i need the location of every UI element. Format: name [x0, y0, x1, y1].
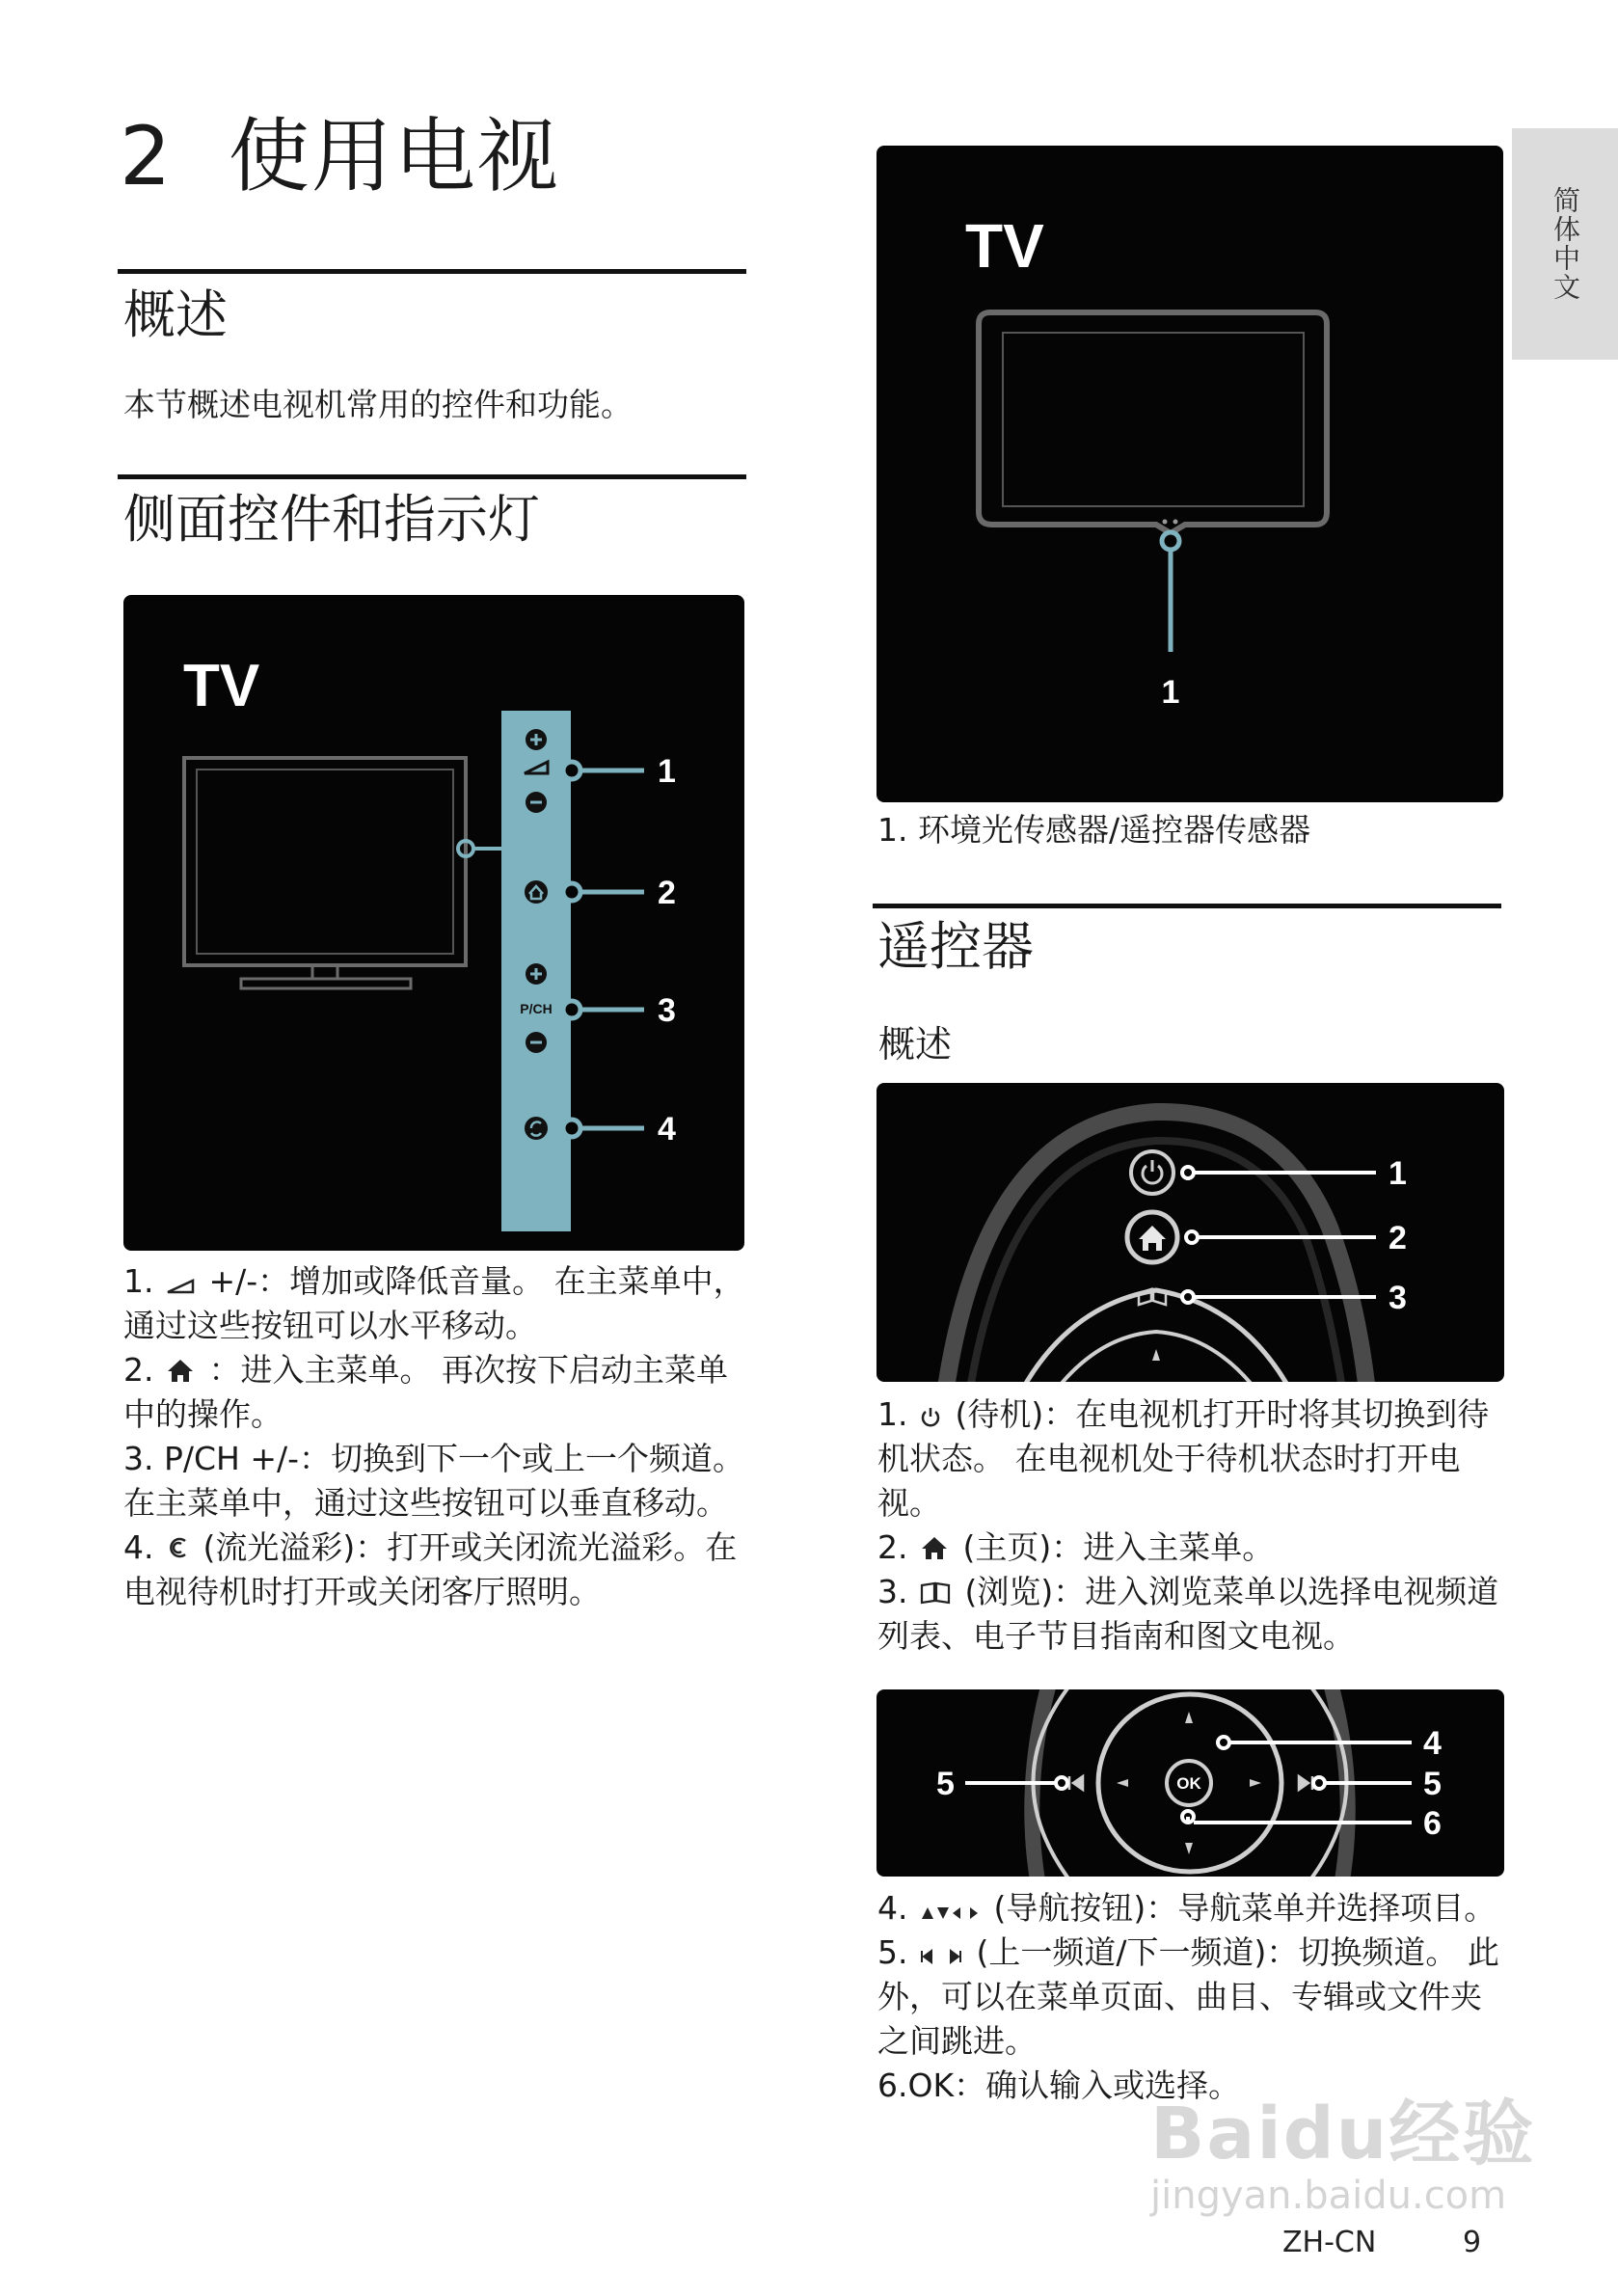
pch-label: P/CH: [520, 1001, 553, 1016]
next-channel-icon: [1299, 1776, 1312, 1790]
list-item: 1. (待机)：在电视机打开时将其切换到待机状态。 在电视机处于待机状态时打开电视。: [877, 1395, 1490, 1522]
home-icon: [525, 880, 548, 904]
tv-label: TV: [965, 211, 1044, 281]
callout-number: 4: [1423, 1725, 1442, 1762]
watermark-logo: Baidu经验: [1150, 2093, 1536, 2175]
chapter-title: [120, 109, 560, 203]
list-item: 3. P/CH +/-：切换到下一个或上一个频道。在主菜单中，通过这些按钮可以垂直移动。: [123, 1440, 745, 1522]
callout-number: 1: [658, 753, 676, 790]
list-item: 2. ：进入主菜单。 再次按下启动主菜单中的操作。: [123, 1351, 728, 1433]
ok-label: OK: [1176, 1774, 1201, 1793]
section-rule: [118, 269, 746, 274]
home-icon: [920, 1535, 949, 1560]
remote-top-figure: [876, 1083, 1504, 1382]
watermark: [1150, 2077, 1535, 2218]
remote-subheading: 概述: [878, 1023, 953, 1066]
volume-icon: [166, 1277, 195, 1294]
ambilight-icon: [166, 1535, 189, 1560]
nav-ring: [1021, 1290, 1291, 1382]
callout-number: 6: [1423, 1805, 1442, 1842]
prev-next-icon: [920, 1948, 962, 1965]
callout-number: 2: [1389, 1220, 1407, 1256]
language-tab-label: 简体中文: [1550, 186, 1581, 302]
home-icon: [166, 1358, 195, 1383]
browse-icon: [1139, 1289, 1166, 1305]
page-number: 9: [1463, 2226, 1482, 2259]
tv-neck: [312, 965, 337, 979]
side-controls-heading: 侧面控件和指示灯: [123, 489, 540, 550]
callout-number: 1: [1161, 674, 1180, 711]
nav-arrows-icon: [920, 1905, 980, 1921]
list-item: 1. +/-：增加或降低音量。 在主菜单中，通过这些按钮可以水平移动。: [123, 1262, 745, 1344]
power-button: [1131, 1151, 1173, 1194]
callout-number: 3: [1389, 1280, 1407, 1316]
chapter-number: 2: [120, 109, 174, 203]
language-tab: [1512, 128, 1618, 360]
tv-screen: [197, 770, 453, 954]
footer-lang: ZH-CN: [1282, 2226, 1377, 2259]
watermark-url: jingyan.baidu.com: [1150, 2174, 1507, 2218]
side-controls-figure: [123, 595, 744, 1251]
section-rule: [118, 474, 746, 479]
tv-screen: [1003, 333, 1304, 506]
list-item: 6.OK：确认输入或选择。: [877, 2066, 1241, 2104]
remote-nav-figure: [876, 1689, 1504, 1877]
sensor-figure: [876, 146, 1503, 802]
list-item: 4. (导航按钮)：导航菜单并选择项目。: [877, 1889, 1497, 1927]
remote-list-b: [877, 1886, 1504, 2108]
side-controls-list: [123, 1259, 750, 1614]
callout-number: 3: [658, 992, 676, 1029]
remote-heading: 遥控器: [877, 916, 1034, 977]
tv-outline: [184, 758, 466, 965]
tv-stand: [241, 979, 411, 988]
prev-channel-icon: [1069, 1776, 1083, 1790]
chapter-name: 使用电视: [228, 109, 560, 203]
callout-number: 4: [658, 1111, 676, 1148]
list-item: 3. (浏览)：进入浏览菜单以选择电视频道列表、电子节目指南和图文电视。: [877, 1573, 1499, 1655]
tv-label: TV: [183, 653, 260, 719]
remote-list-a: [877, 1392, 1504, 1659]
browse-icon: [920, 1581, 951, 1605]
overview-heading: 概述: [123, 284, 228, 345]
sensor-caption: 1. 环境光传感器/遥控器传感器: [877, 811, 1311, 849]
callout-number: 2: [658, 875, 676, 911]
power-icon: [920, 1406, 941, 1427]
list-item: 5. (上一频道/下一频道)：切换频道。 此外，可以在菜单页面、曲目、专辑或文件夹之间跳进。: [877, 1933, 1499, 2060]
callout-number: 1: [1389, 1155, 1407, 1192]
section-rule: [873, 904, 1501, 908]
callout-number: 5: [1423, 1766, 1442, 1802]
callout-number: 5: [936, 1766, 955, 1802]
overview-text: 本节概述电视机常用的控件和功能。: [123, 386, 633, 423]
list-item: 2. (主页)：进入主菜单。: [877, 1528, 1275, 1566]
list-item: 4. (流光溢彩)：打开或关闭流光溢彩。在电视待机时打开或关闭客厅照明。: [123, 1528, 738, 1610]
tv-outline: [979, 312, 1327, 533]
sensor-dot: [1162, 532, 1179, 550]
